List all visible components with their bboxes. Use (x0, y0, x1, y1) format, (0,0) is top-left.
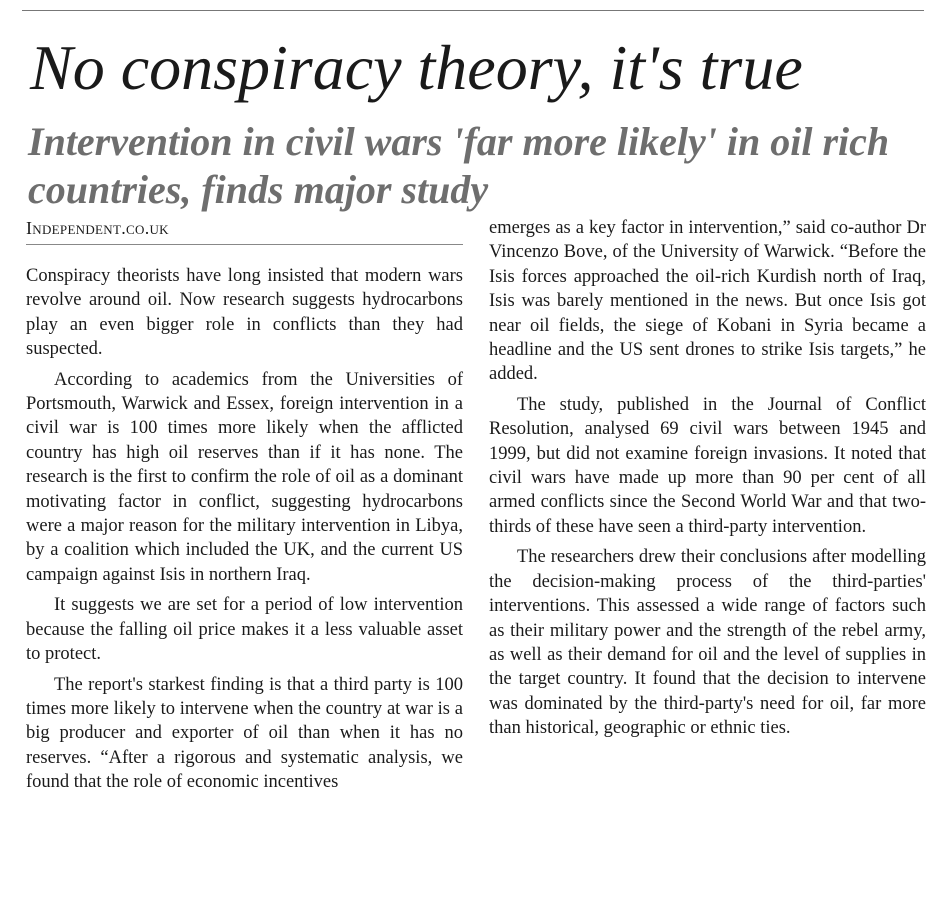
top-rule (22, 10, 924, 11)
paragraph: The report's starkest finding is that a third party is 100 times more likely to intervene when the country at war is a big producer and exporter of oil than when it has no reserves. “After a rigorous and systematic analysis, we found that the role of economic incentives (26, 674, 463, 793)
paragraph: The researchers drew their conclusions after modelling the decision-making process of the third-parties' interventions. This assessed a wide range of factors such as their military power and the strength of the rebel army, as well as their demand for oil and the level of supplies in the target country. It found that the decision to intervene was dominated by the third-party's need for oil, far more than historical, geographic or ethnic ties. (489, 547, 926, 739)
paragraph: The study, published in the Journal of Conflict Resolution, analysed 69 civil wars between 1945 and 1999, but did not examine foreign invasions. It noted that civil wars have made up more than 90 per cent of all armed conflicts since the Second World War and that two-thirds of these have seen a third-party intervention. (489, 394, 926, 537)
paragraph: Conspiracy theorists have long insisted that modern wars revolve around oil. Now research suggests hydrocarbons play an even bigger role in conflicts than they had suspected. (26, 266, 463, 360)
source-divider (26, 244, 463, 245)
paragraph: According to academics from the Universities of Portsmouth, Warwick and Essex, foreign intervention in a civil war is 100 times more likely when the afflicted country has high oil reserves than if it has none. The research is the first to confirm the role of oil as a dominant motivating factor in conflict, suggesting hydrocarbons were a major reason for the military intervention in Libya, by a coalition which included the UK, and the current US campaign against Isis in northern Iraq. (26, 369, 463, 585)
source-label: Independent.co.uk (26, 218, 169, 238)
right-column (489, 216, 926, 747)
paragraph: emerges as a key factor in intervention,” said co-author Dr Vincenzo Bove, of the University of Warwick. “Before the Isis forces approached the oil-rich Kurdish north of Iraq, Isis was barely mentioned in the news. But once Isis got near oil fields, the siege of Kobani in Syria became a headline and the US sent drones to strike Isis targets,” he added. (489, 218, 926, 385)
paragraph: It suggests we are set for a period of low intervention because the falling oil price makes it a less valuable asset to protect. (26, 595, 463, 665)
left-column (26, 216, 463, 801)
headline: No conspiracy theory, it's true (30, 32, 803, 103)
subheadline: Intervention in civil wars 'far more likely' in oil rich countries, finds major study (28, 119, 890, 212)
